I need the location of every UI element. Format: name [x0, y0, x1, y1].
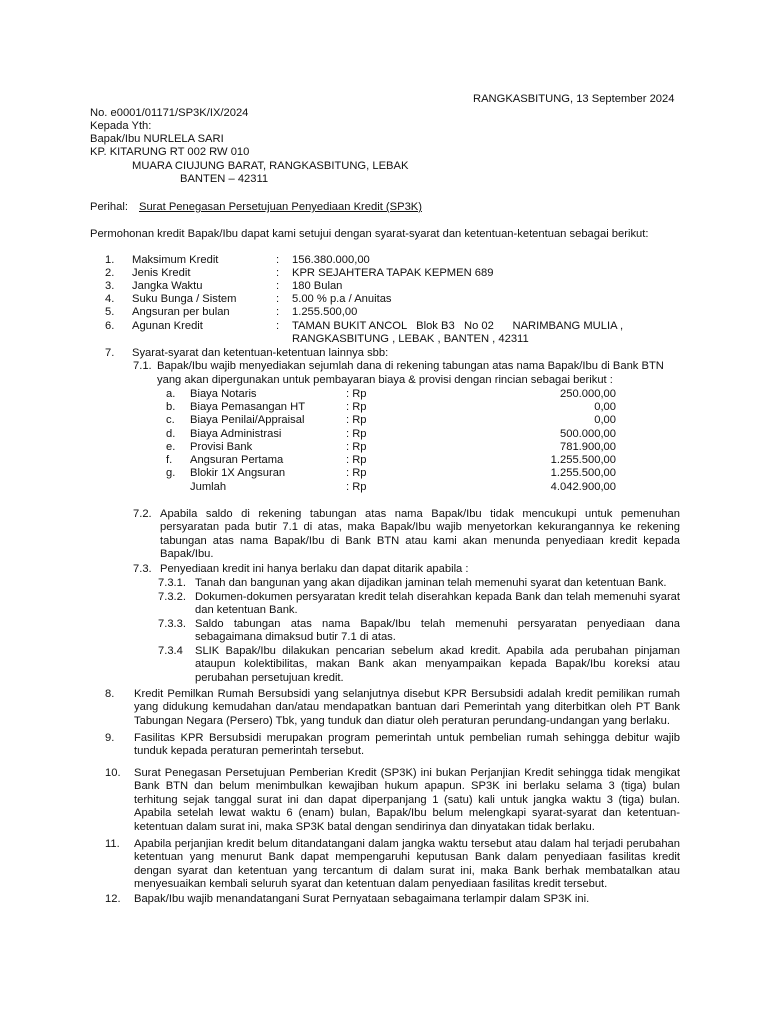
term-number: 1. — [105, 254, 115, 266]
p731-number: 7.3.1. — [158, 577, 186, 589]
fee-currency: : Rp — [346, 428, 367, 440]
item-7-number: 7. — [105, 347, 115, 359]
clause-12-number: 12. — [105, 893, 121, 905]
term-label: Jangka Waktu — [132, 280, 203, 292]
clause-11-text: Apabila perjanjian kredit belum ditandatangani dalam jangka waktu tersebut atau dalam hal terjadi perubahan ketentuan yang menurut Bank dapat mempengaruhi keputusan Bank dalam penyediaan fasilitas kredit dengan syarat dan ketentuan yang tercantum di dalam surat ini, maka Bank berhak membatalkan atau menyesuaikan kembali seluruh syarat dan ketentuan dalam penyediaan fasilitas kredit tersebut. — [134, 838, 680, 891]
recipient-name: Bapak/Ibu NURLELA SARI — [90, 133, 224, 145]
clause-8-text: Kredit Pemilkan Rumah Bersubsidi yang selanjutnya disebut KPR Bersubsidi adalah kredit pemilikan rumah yang didukung kemudahan dan/atau mendapatkan bantuan dari Pemerintah yang diterbitkan oleh PT Bank Tabungan Negara (Persero) Tbk, yang tunduk dan diatur oleh peraturan perundang-undangan yang berlaku. — [134, 688, 680, 727]
fee-total-label: Jumlah — [190, 481, 227, 493]
item-7-text: Syarat-syarat dan ketentuan-ketentuan lainnya sbb: — [132, 347, 389, 359]
p734-text: SLIK Bapak/Ibu dilakukan pencarian sebelum akad kredit. Apabila ada perubahan pinjaman ataupun kolektibilitas, makan Bank akan menyampaikan kepada Bapak/Ibu koreksi atau perubahan persetujuan kredit. — [195, 645, 680, 684]
term-number: 4. — [105, 293, 115, 305]
letter-number: No. e0001/01171/SP3K/IX/2024 — [90, 107, 249, 119]
address-line-2: MUARA CIUJUNG BARAT, RANGKASBITUNG, LEBAK — [132, 160, 409, 172]
place-date: RANGKASBITUNG, 13 September 2024 — [473, 93, 675, 105]
clause-10-text: Surat Penegasan Persetujuan Pemberian Kredit (SP3K) ini bukan Perjanjian Kredit sehingga tidak mengikat Bank BTN dan belum menimbulkan kewajiban hukum apapun. SP3K ini berlaku selama 3 (tiga) bulan terhitung sejak tanggal surat ini dan dapat diperpanjang 1 (satu) kali untuk jangka waktu 3 (tiga) bulan. Apabila setelah lewat waktu 6 (enam) bulan, Bapak/Ibu belum melengkapi syarat-syarat dan ketentuan-ketentuan dalam surat ini, maka SP3K batal dengan sendirinya dan dinyatakan tidak berlaku. — [134, 767, 680, 833]
fee-letter: d. — [166, 428, 176, 440]
fee-letter: f. — [166, 454, 173, 466]
clause-11-number: 11. — [105, 838, 120, 850]
fee-label: Biaya Administrasi — [190, 428, 282, 440]
fee-label: Biaya Penilai/Appraisal — [190, 414, 305, 426]
p733-text: Saldo tabungan atas nama Bapak/Ibu telah memenuhi persyaratan penyediaan dana sebagaimana dimaksud butir 7.1 di atas. — [195, 618, 680, 644]
term-separator: : — [276, 254, 280, 266]
subject-label: Perihal: — [90, 201, 128, 213]
term-label: Angsuran per bulan — [132, 306, 230, 318]
term-value-line-2: RANGKASBITUNG , LEBAK , BANTEN , 42311 — [292, 333, 529, 345]
p732-number: 7.3.2. — [158, 591, 186, 603]
fee-currency: : Rp — [346, 454, 367, 466]
intro-paragraph: Permohonan kredit Bapak/Ibu dapat kami setujui dengan syarat-syarat dan ketentuan-ketentuan sebagai berikut: — [90, 228, 649, 240]
fee-letter: b. — [166, 401, 176, 413]
fee-currency: : Rp — [346, 388, 367, 400]
p72-text: Apabila saldo di rekening tabungan atas nama Bapak/Ibu tidak mencukupi untuk pemenuhan persyaratan pada butir 7.1 di atas, maka Bapak/Ibu wajib menyetorkan kekurangannya ke rekening tabungan atas nama Bapak/Ibu di Bank BTN atau kami akan menunda penyediaan kredit kepada Bapak/Ibu. — [160, 508, 680, 561]
term-separator: : — [276, 267, 280, 279]
term-value: 1.255.500,00 — [292, 306, 358, 318]
p731-text: Tanah dan bangunan yang akan dijadikan jaminan telah memenuhi syarat dan ketentuan Bank. — [195, 577, 667, 589]
term-label: Suku Bunga / Sistem — [132, 293, 237, 305]
clause-9-number: 9. — [105, 732, 115, 744]
fee-amount: 500.000,00 — [560, 428, 616, 440]
fee-amount: 0,00 — [594, 401, 616, 413]
p73-number: 7.3. — [133, 563, 152, 575]
term-separator: : — [276, 293, 280, 305]
address-line-3: BANTEN – 42311 — [180, 173, 269, 185]
term-separator: : — [276, 280, 280, 292]
fee-label: Biaya Pemasangan HT — [190, 401, 306, 413]
clause-8-number: 8. — [105, 688, 115, 700]
to-label: Kepada Yth: — [90, 120, 152, 132]
fee-amount: 0,00 — [594, 414, 616, 426]
p733-number: 7.3.3. — [158, 618, 186, 630]
fee-currency: : Rp — [346, 401, 367, 413]
term-separator: : — [276, 320, 280, 332]
fee-label: Provisi Bank — [190, 441, 253, 453]
clause-12-text: Bapak/Ibu wajib menandatangani Surat Pernyataan sebagaimana terlampir dalam SP3K ini. — [134, 893, 590, 905]
p71-line-2: yang akan dipergunakan untuk pembayaran biaya & provisi dengan rincian sebagai berikut : — [157, 374, 613, 386]
fee-letter: e. — [166, 441, 176, 453]
term-separator: : — [276, 306, 280, 318]
p71-number: 7.1. — [133, 360, 152, 372]
fee-letter: a. — [166, 388, 176, 400]
p73-text: Penyediaan kredit ini hanya berlaku dan dapat ditarik apabila : — [160, 563, 469, 575]
p71-line-1: Bapak/Ibu wajib menyediakan sejumlah dana di rekening tabungan atas nama Bapak/Ibu di Bank BTN — [157, 360, 664, 372]
address-line-1: KP. KITARUNG RT 002 RW 010 — [90, 146, 250, 158]
fee-amount: 250.000,00 — [560, 388, 616, 400]
fee-label: Angsuran Pertama — [190, 454, 284, 466]
fee-currency: : Rp — [346, 467, 367, 479]
term-number: 5. — [105, 306, 115, 318]
term-value: KPR SEJAHTERA TAPAK KEPMEN 689 — [292, 267, 494, 279]
p72-number: 7.2. — [133, 508, 152, 520]
fee-amount: 781.900,00 — [560, 441, 616, 453]
term-label: Agunan Kredit — [132, 320, 203, 332]
fee-currency: : Rp — [346, 441, 367, 453]
fee-amount: 1.255.500,00 — [550, 467, 616, 479]
fee-letter: g. — [166, 467, 176, 479]
term-value: 156.380.000,00 — [292, 254, 370, 266]
term-value: TAMAN BUKIT ANCOL Blok B3 No 02 NARIMBANG MULIA , — [292, 320, 624, 332]
clause-9-text: Fasilitas KPR Bersubsidi merupakan program pemerintah untuk pembelian rumah sehingga debitur wajib tunduk kepada peraturan pemerintah tersebut. — [134, 732, 680, 758]
term-label: Jenis Kredit — [132, 267, 191, 279]
term-label: Maksimum Kredit — [132, 254, 219, 266]
subject-text: Surat Penegasan Persetujuan Penyediaan Kredit (SP3K) — [139, 201, 422, 213]
fee-label: Blokir 1X Angsuran — [190, 467, 286, 479]
clause-10-number: 10. — [105, 767, 121, 779]
term-value: 180 Bulan — [292, 280, 343, 292]
p734-number: 7.3.4 — [158, 645, 183, 657]
term-number: 6. — [105, 320, 115, 332]
fee-label: Biaya Notaris — [190, 388, 257, 400]
p732-text: Dokumen-dokumen persyaratan kredit telah diserahkan kepada Bank dan telah memenuhi syarat dan ketentuan Bank. — [195, 591, 680, 617]
fee-amount: 1.255.500,00 — [550, 454, 616, 466]
fee-letter: c. — [166, 414, 175, 426]
term-number: 3. — [105, 280, 115, 292]
term-number: 2. — [105, 267, 115, 279]
fee-currency: : Rp — [346, 481, 367, 493]
fee-total-amount: 4.042.900,00 — [550, 481, 616, 493]
fee-currency: : Rp — [346, 414, 367, 426]
term-value: 5.00 % p.a / Anuitas — [292, 293, 392, 305]
